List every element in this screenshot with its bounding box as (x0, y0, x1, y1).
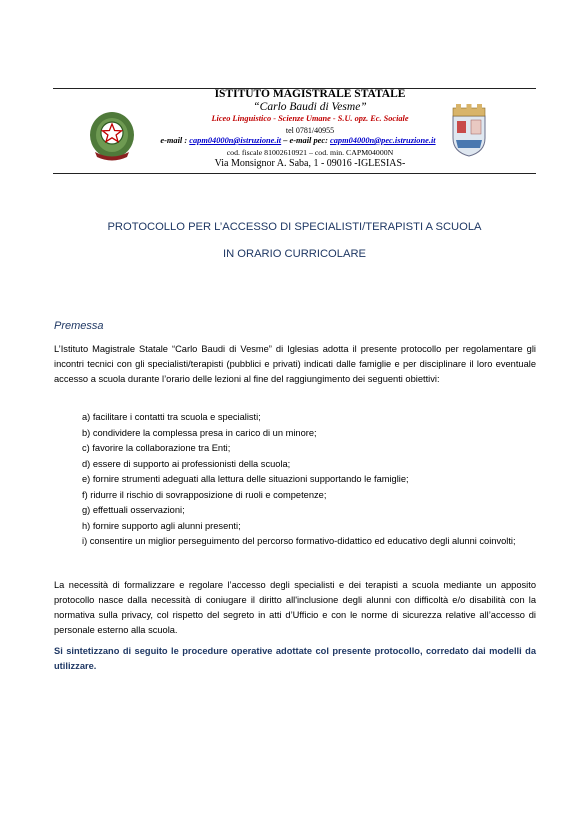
objective-item: d) essere di supporto ai professionisti della scuola; (82, 458, 291, 469)
document-title-line1: PROTOCOLLO PER L’ACCESSO DI SPECIALISTI/TERAPISTI A SCUOLA (107, 221, 482, 233)
school-subtitle: “Carlo Baudi di Vesme” (253, 101, 367, 113)
objective-item: c) favorire la collaborazione tra Enti; (82, 443, 231, 453)
email-label: e-mail : (160, 136, 190, 145)
objectives-list (82, 410, 536, 550)
objective-item: h) fornire supporto agli alunni presenti; (82, 520, 241, 531)
school-phone: tel 0781/40955 (285, 126, 335, 135)
school-address: Via Monsignor A. Saba, 1 - 09016 -IGLESIAS- (214, 158, 406, 169)
fiscal-code: cod. fiscale 81002610921 – cod. min. CAPM04000N (226, 148, 394, 157)
objective-item: g) effettuali osservazioni; (82, 505, 185, 515)
intro-paragraph: L’Istituto Magistrale Statale “Carlo Baudi di Vesme” di Iglesias adotta il presente protocollo per regolamentare gli incontri tecnici con gli specialisti/terapisti (pubblici e privati) indicati dalle famiglie e per disciplinare il loro eventuale accesso a scuola durante l’orario delle lezioni al fine del raggiungimento dei seguenti obiettivi: (54, 344, 536, 384)
pec-email-link[interactable]: capm04000n@pec.istruzione.it (329, 136, 436, 145)
school-courses: Liceo Linguistico - Scienze Umane - S.U. opz. Ec. Sociale (211, 114, 409, 123)
objective-item: e) fornire strumenti adeguati alla lettura delle situazioni supportando le famiglie; (82, 474, 409, 484)
objective-item: b) condividere la complessa presa in carico di un minore; (82, 427, 317, 438)
email-link[interactable]: capm04000n@istruzione.it (189, 136, 282, 145)
school-email-line (118, 136, 478, 145)
requirements-paragraph: La necessità di formalizzare e regolare l’accesso degli specialisti e dei terapisti a scuola mediante un apposito protocollo nasce dalla necessità di coniugare il diritto all'inclusione degli alunni con difficoltà e/o disabilità con la normativa sulla privacy, col rispetto del segreto in atti d’Ufficio e con le norme di sicurezza relative all’accesso di personale esterno alla scuola. (54, 580, 536, 635)
header-bottom-rule (53, 173, 536, 174)
objective-item: f) ridurre il rischio di sovrapposizione di ruoli e competenze; (82, 489, 327, 500)
objective-item: a) facilitare i contatti tra scuola e specialisti; (82, 412, 261, 422)
school-name: ISTITUTO MAGISTRALE STATALE (214, 88, 406, 100)
section-heading: Premessa (54, 320, 104, 332)
document-title-line2: IN ORARIO CURRICOLARE (223, 248, 366, 260)
objective-item: i) consentire un miglior perseguimento del percorso formativo-didattico ed educativo degli alunni coinvolti; (82, 536, 516, 546)
summary-paragraph: Si sintetizzano di seguito le procedure operative adottate col presente protocollo, corredato dai modelli da utilizzare. (54, 646, 536, 671)
pec-label: – e-mail pec: (281, 136, 330, 145)
